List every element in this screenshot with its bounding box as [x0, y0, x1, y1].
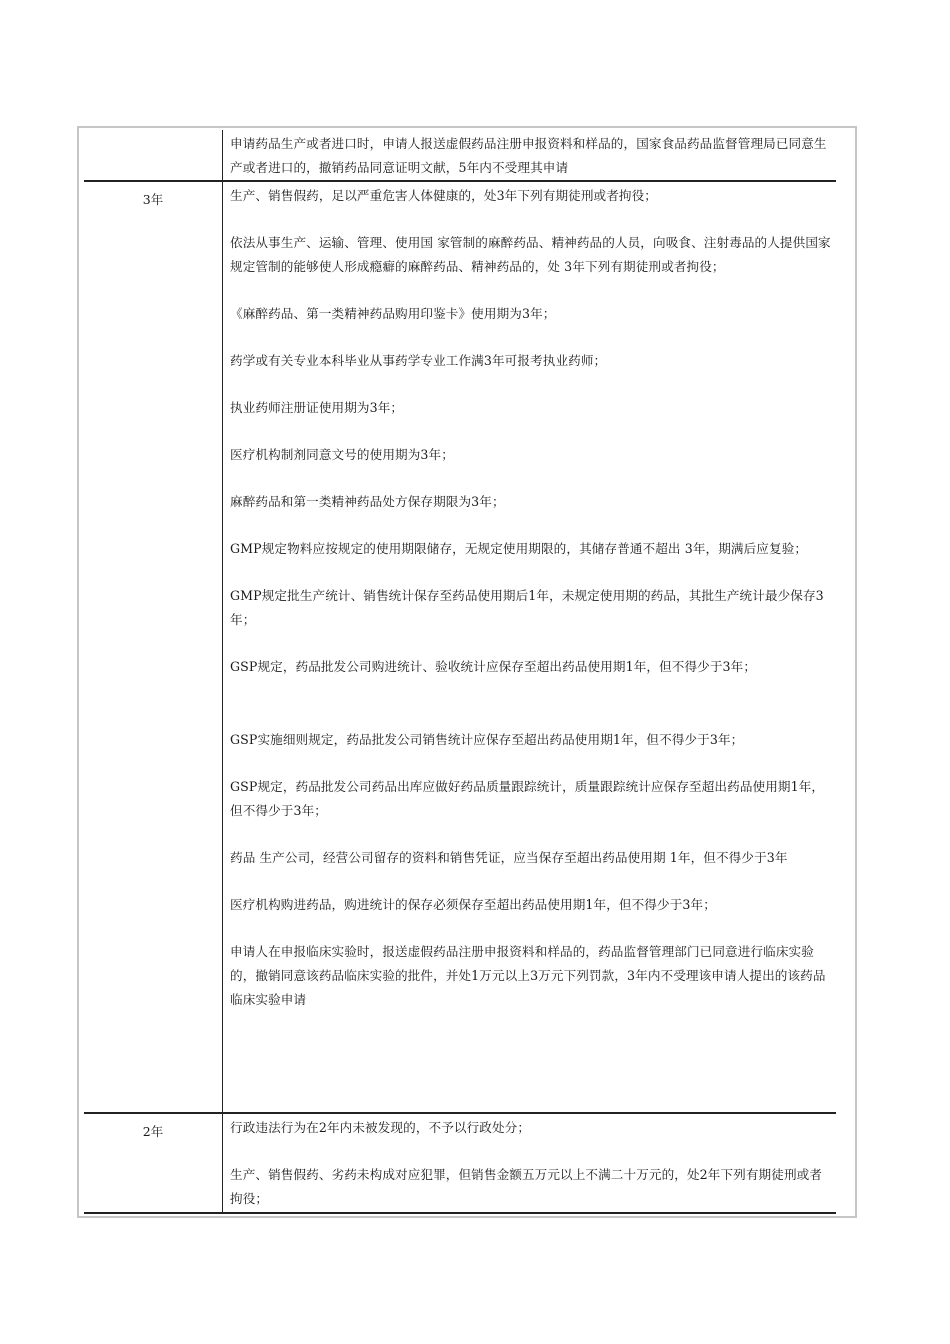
content-cell	[230, 1116, 834, 1234]
year-cell: 3年	[84, 182, 223, 1112]
list-item: 申请人在申报临床实验时，报送虚假药品注册申报资料和样品的，药品监督管理部门已同意进行临床实验的，撤销同意该药品临床实验的批件，并处1万元以上3万元下列罚款，3年内不受理该申请人提出的该药品临床实验申请	[230, 944, 826, 1007]
list-item: 药学或有关专业本科毕业从事药学专业工作满3年可报考执业药师；	[230, 353, 607, 368]
retention-table	[84, 130, 836, 1214]
list-item: 《麻醉药品、第一类精神药品购用印鉴卡》使用期为3年；	[230, 306, 556, 321]
table-row	[84, 130, 836, 182]
table-row	[84, 182, 836, 1114]
list-item: 麻醉药品和第一类精神药品处方保存期限为3年；	[230, 494, 505, 509]
year-cell	[84, 130, 223, 180]
list-item: GMP规定批生产统计、销售统计保存至药品使用期后1年，未规定使用期的药品，其批生产统计最少保存3年；	[230, 588, 824, 627]
spacer	[230, 702, 834, 728]
list-item: 医疗机构制剂同意文号的使用期为3年；	[230, 447, 454, 462]
list-item: 申请药品生产或者进口时，申请人报送虚假药品注册申报资料和样品的，国家食品药品监督管理局已同意生产或者进口的，撤销药品同意证明文献，5年内不受理其申请	[230, 136, 827, 175]
list-item: GSP实施细则规定，药品批发公司销售统计应保存至超出药品使用期1年，但不得少于3年；	[230, 732, 744, 747]
list-item: 行政违法行为在2年内未被发现的，不予以行政处分；	[230, 1120, 531, 1135]
list-item: GSP规定，药品批发公司购进统计、验收统计应保存至超出药品使用期1年，但不得少于3年；	[230, 659, 757, 674]
list-item: 生产、销售假药，足以严重危害人体健康的，处3年下列有期徒刑或者拘役；	[230, 188, 658, 203]
list-item: 依法从事生产、运输、管理、使用国 家管制的麻醉药品、精神药品的人员，向吸食、注射毒品的人提供国家规定管制的能够使人形成瘾癖的麻醉药品、精神药品的，处 3年下列有期徒刑或者拘役；	[230, 235, 831, 274]
content-cell	[230, 184, 834, 1012]
list-item: GSP规定，药品批发公司药品出库应做好药品质量跟踪统计，质量跟踪统计应保存至超出药品使用期1年，但不得少于3年；	[230, 779, 825, 818]
list-item: GMP规定物料应按规定的使用期限储存，无规定使用期限的，其储存普通不超出 3年，期满后应复验；	[230, 541, 808, 556]
table-row	[84, 1114, 836, 1214]
list-item: 生产、销售假药、劣药未构成对应犯罪，但销售金额五万元以上不满二十万元的，处2年下列有期徒刑或者拘役；	[230, 1167, 823, 1206]
list-item: 执业药师注册证使用期为3年；	[230, 400, 404, 415]
document-frame	[77, 126, 857, 1218]
year-cell: 2年	[84, 1114, 223, 1212]
list-item: 药品 生产公司，经营公司留存的资料和销售凭证，应当保存至超出药品使用期 1年，但不得少于3年	[230, 850, 788, 865]
list-item: 医疗机构购进药品，购进统计的保存必须保存至超出药品使用期1年，但不得少于3年；	[230, 897, 716, 912]
